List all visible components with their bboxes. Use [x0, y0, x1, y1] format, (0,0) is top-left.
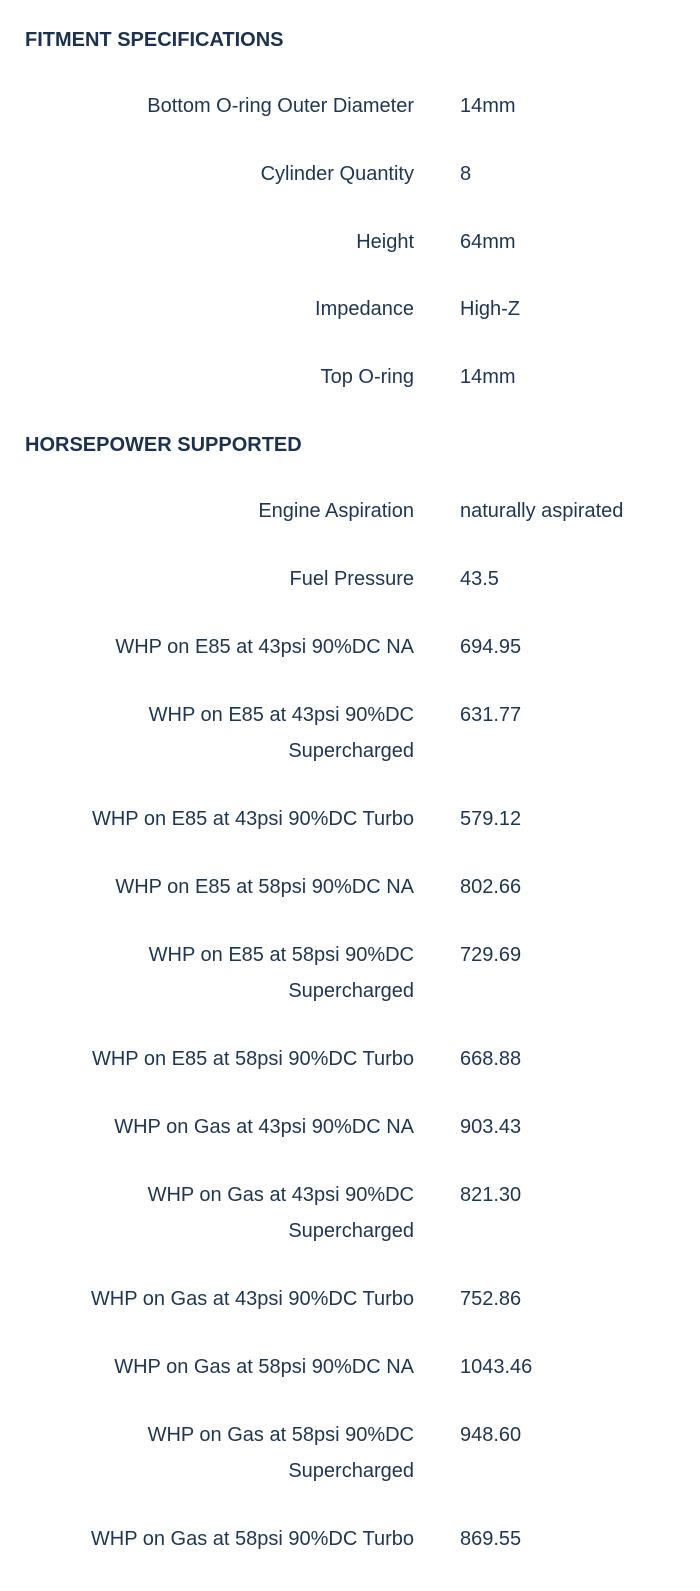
- spec-label: WHP on Gas at 43psi 90%DC Turbo: [90, 1288, 414, 1310]
- spec-row: [0, 629, 700, 665]
- spec-label: WHP on Gas at 58psi 90%DC Turbo: [90, 1528, 414, 1550]
- spec-row: [0, 1417, 700, 1489]
- spec-value: 694.95: [460, 636, 522, 658]
- spec-label: WHP on Gas at 58psi 90%DC NA: [114, 1356, 414, 1378]
- spec-row: [0, 801, 700, 837]
- spec-value: 8: [460, 163, 472, 185]
- spec-row: [0, 937, 700, 1009]
- spec-label: Bottom O-ring Outer Diameter: [147, 95, 414, 117]
- fitment-spec-table: [0, 88, 700, 395]
- spec-value: 631.77: [460, 704, 522, 726]
- spec-row: [0, 1521, 700, 1557]
- spec-value: 903.43: [460, 1116, 522, 1138]
- spec-row: [0, 1041, 700, 1077]
- spec-row: [0, 224, 700, 260]
- spec-value: 729.69: [460, 944, 522, 966]
- spec-label: Engine Aspiration: [258, 500, 414, 522]
- spec-label: WHP on Gas at 43psi 90%DC Supercharged: [147, 1184, 414, 1242]
- spec-label: Cylinder Quantity: [260, 163, 414, 185]
- section-title-horsepower: HORSEPOWER SUPPORTED: [25, 434, 302, 456]
- spec-label: WHP on Gas at 58psi 90%DC Supercharged: [147, 1424, 414, 1482]
- spec-label: WHP on E85 at 43psi 90%DC NA: [115, 636, 414, 658]
- spec-value: 64mm: [460, 231, 516, 253]
- spec-row: [0, 869, 700, 905]
- spec-value: 802.66: [460, 876, 522, 898]
- spec-value: 948.60: [460, 1424, 522, 1446]
- spec-value: 752.86: [460, 1288, 522, 1310]
- spec-value: High-Z: [460, 298, 521, 320]
- spec-label: WHP on E85 at 58psi 90%DC Supercharged: [148, 944, 414, 1002]
- spec-label: WHP on E85 at 43psi 90%DC Turbo: [91, 808, 414, 830]
- spec-row: [0, 291, 700, 327]
- horsepower-spec-table: [0, 493, 700, 1557]
- spec-value: 14mm: [460, 95, 516, 117]
- spec-value: 668.88: [460, 1048, 522, 1070]
- spec-value: 14mm: [460, 366, 516, 388]
- spec-value: 1043.46: [460, 1356, 533, 1378]
- spec-label: WHP on Gas at 43psi 90%DC NA: [114, 1116, 414, 1138]
- spec-label: WHP on E85 at 58psi 90%DC NA: [115, 876, 414, 898]
- spec-label: Fuel Pressure: [289, 568, 414, 590]
- spec-value: 579.12: [460, 808, 522, 830]
- spec-row: [0, 1109, 700, 1145]
- section-title-fitment: FITMENT SPECIFICATIONS: [25, 29, 284, 51]
- spec-label: Top O-ring: [320, 366, 414, 388]
- spec-label: WHP on E85 at 43psi 90%DC Supercharged: [148, 704, 414, 762]
- spec-label: WHP on E85 at 58psi 90%DC Turbo: [91, 1048, 414, 1070]
- spec-value: 869.55: [460, 1528, 522, 1550]
- spec-label: Impedance: [315, 298, 414, 320]
- spec-value: 821.30: [460, 1184, 522, 1206]
- spec-row: [0, 1349, 700, 1385]
- spec-label: Height: [356, 231, 414, 253]
- spec-value: 43.5: [460, 568, 499, 590]
- spec-value: naturally aspirated: [460, 500, 624, 522]
- spec-row: [0, 1177, 700, 1249]
- spec-row: [0, 359, 700, 395]
- spec-row: [0, 493, 700, 529]
- spec-row: [0, 561, 700, 597]
- spec-row: [0, 697, 700, 769]
- spec-row: [0, 88, 700, 124]
- spec-row: [0, 156, 700, 192]
- spec-row: [0, 1281, 700, 1317]
